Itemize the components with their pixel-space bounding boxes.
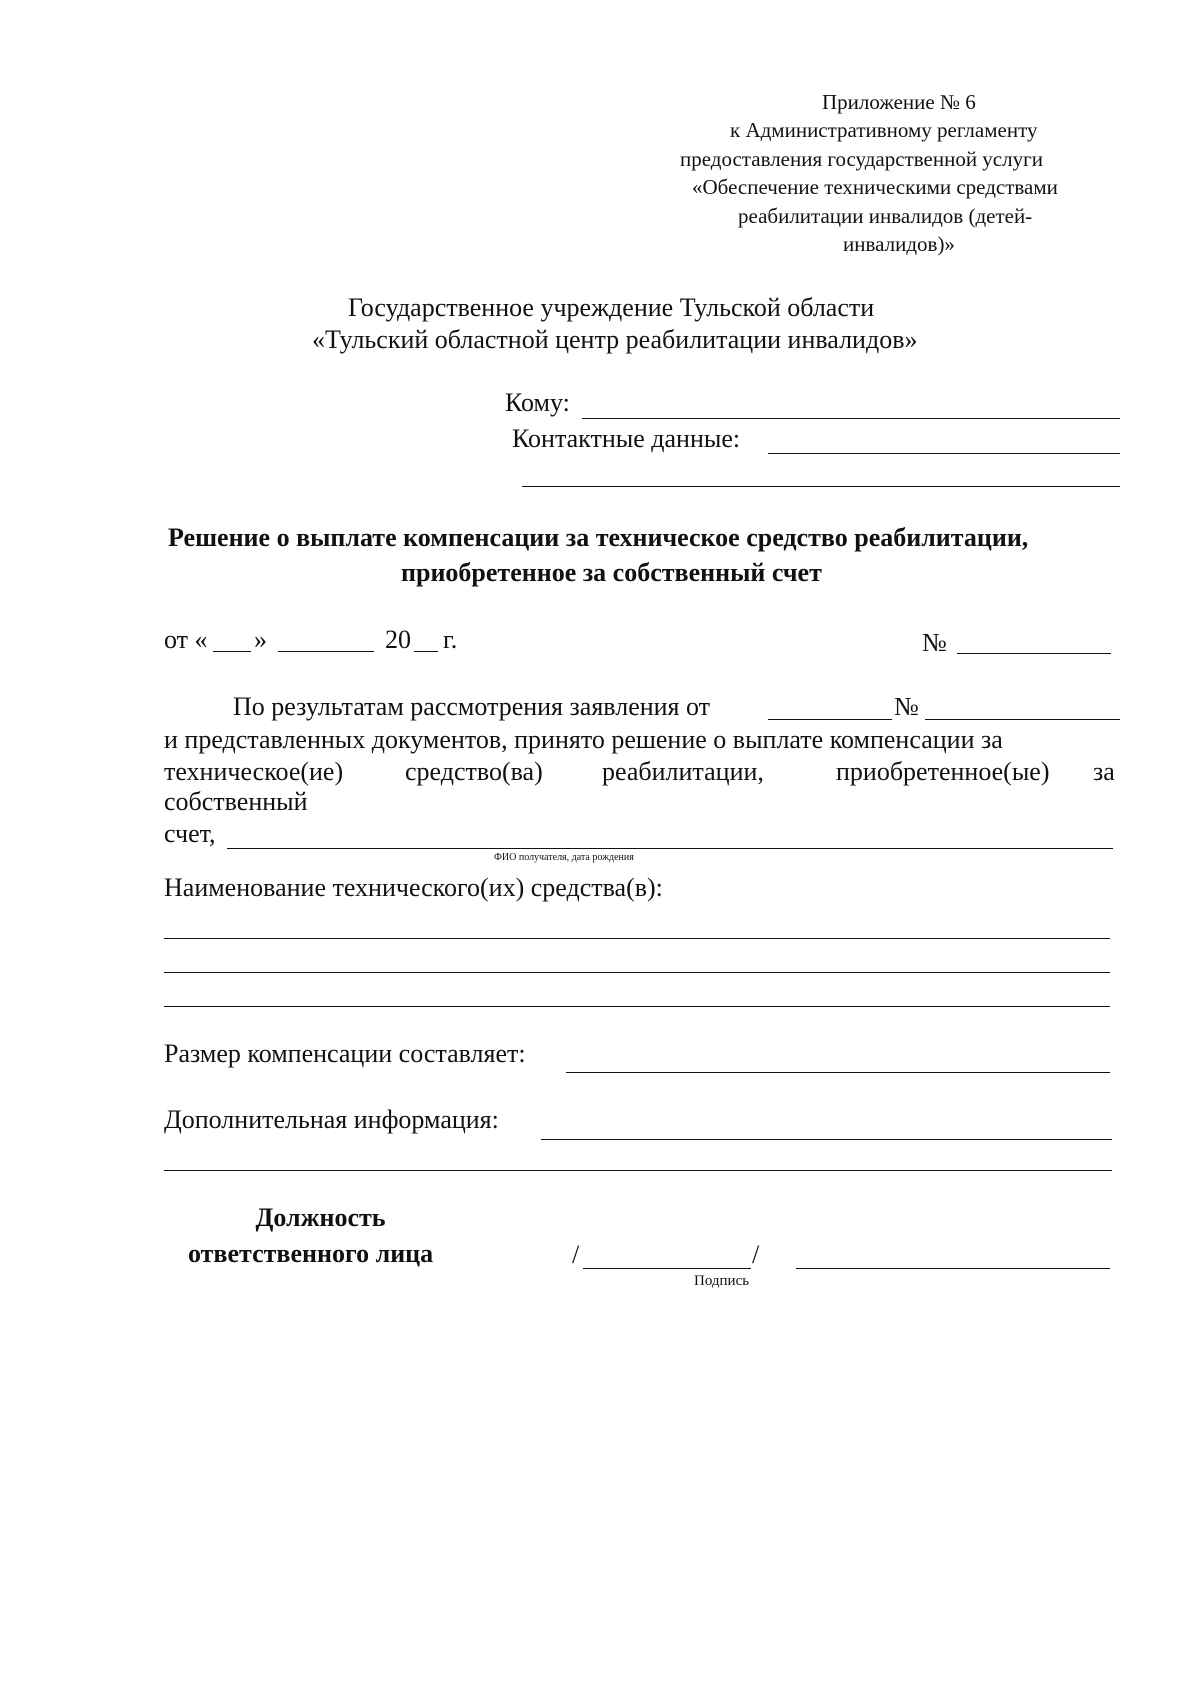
application-number-field-line[interactable] xyxy=(925,719,1120,720)
tsr-name-field-line[interactable] xyxy=(164,938,1110,939)
compensation-field-line[interactable] xyxy=(566,1072,1110,1073)
body-word: техническое(ие) xyxy=(164,757,344,786)
appendix-line: к Административному регламенту xyxy=(730,118,1038,142)
appendix-line: предоставления государственной услуги xyxy=(680,147,1043,171)
doc-number-field-line[interactable] xyxy=(957,653,1111,654)
title-line: приобретенное за собственный счет xyxy=(401,558,822,587)
to-field-line[interactable] xyxy=(582,418,1120,419)
signature-slash-left: / xyxy=(572,1240,580,1269)
additional-info-label: Дополнительная информация: xyxy=(164,1105,499,1134)
appendix-line: инвалидов)» xyxy=(843,232,955,256)
month-field-line[interactable] xyxy=(278,651,374,652)
date-from-label: от « xyxy=(164,625,208,654)
additional-info-field-line[interactable] xyxy=(541,1139,1112,1140)
position-title: ответственного лица xyxy=(188,1239,434,1268)
contacts-field-line[interactable] xyxy=(768,453,1120,454)
appendix-line: «Обеспечение техническими средствами xyxy=(692,175,1058,199)
signature-name-field-line[interactable] xyxy=(796,1268,1110,1269)
body-word: реабилитации, xyxy=(602,757,764,786)
compensation-label: Размер компенсации составляет: xyxy=(164,1039,526,1068)
doc-number-label: № xyxy=(922,628,947,657)
signature-caption: Подпись xyxy=(694,1273,750,1289)
application-date-field-line[interactable] xyxy=(768,719,892,720)
tsr-name-field-line[interactable] xyxy=(164,1006,1110,1007)
body-word: приобретенное(ые) xyxy=(836,757,1050,786)
year-field-line[interactable] xyxy=(414,651,438,652)
year-suffix: г. xyxy=(443,625,458,654)
appendix-line: реабилитации инвалидов (детей- xyxy=(738,204,1033,228)
body-word: за xyxy=(1093,757,1115,786)
application-number-label: № xyxy=(894,692,919,721)
appendix-number: Приложение № 6 xyxy=(822,90,976,114)
recipient-field-caption: ФИО получателя, дата рождения xyxy=(494,852,634,863)
signature-field-line[interactable] xyxy=(583,1268,751,1269)
to-label: Кому: xyxy=(505,388,570,417)
contacts-label: Контактные данные: xyxy=(512,424,741,453)
date-close-quote: » xyxy=(254,625,267,654)
body-line: счет, xyxy=(164,819,216,848)
intro-text: По результатам рассмотрения заявления от xyxy=(233,692,711,721)
recipient-field-line[interactable] xyxy=(227,848,1113,849)
title-line: Решение о выплате компенсации за техническое средство реабилитации, xyxy=(168,523,1029,552)
body-word: средство(ва) xyxy=(405,757,543,786)
tsr-name-field-line[interactable] xyxy=(164,972,1110,973)
day-field-line[interactable] xyxy=(213,651,251,652)
body-line: и представленных документов, принято решение о выплате компенсации за xyxy=(164,725,1003,754)
signature-slash-right: / xyxy=(752,1240,760,1269)
body-line: собственный xyxy=(164,787,308,816)
additional-info-field-line-2[interactable] xyxy=(164,1170,1112,1171)
contacts-field-line-2[interactable] xyxy=(522,486,1120,487)
year-prefix: 20 xyxy=(385,625,411,654)
institution-name: Государственное учреждение Тульской области xyxy=(348,293,875,322)
institution-full-name: «Тульский областной центр реабилитации инвалидов» xyxy=(312,325,918,354)
tsr-name-label: Наименование технического(их) средства(в): xyxy=(164,873,663,902)
position-title: Должность xyxy=(255,1203,386,1232)
